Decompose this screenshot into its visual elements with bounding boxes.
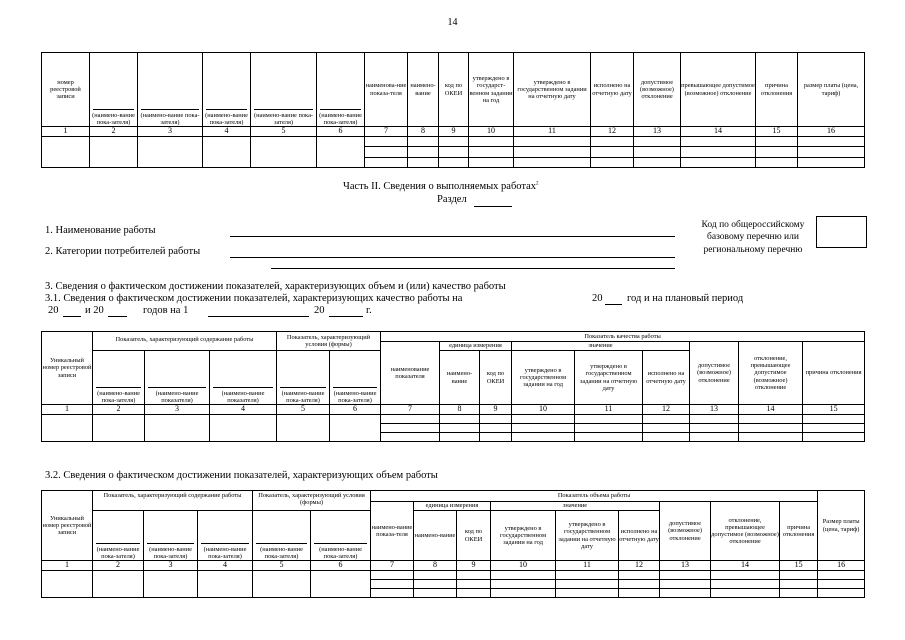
table-cell[interactable] [643,415,690,424]
table-cell[interactable] [277,415,330,442]
column-number: 14 [681,127,756,137]
header-indicator-sub: (наимено-вание пока-зателя) [277,351,330,405]
table-cell[interactable] [457,571,491,580]
header-indicator-sub: (наимено-вание пока-зателя) [144,511,198,561]
header-deviation-reason: причина отклонения [780,502,818,561]
column-number: 8 [408,127,439,137]
planning-period-label: год и на плановый период [627,293,744,304]
column-number: 2 [93,405,145,415]
column-number: 4 [203,127,251,137]
table-cell[interactable] [575,424,643,433]
header-executed: исполнено на отчетную дату [643,351,690,405]
table-cell[interactable] [469,157,514,167]
planning-year1-field[interactable] [63,316,81,317]
column-number: 11 [575,405,643,415]
table-cell[interactable] [818,571,865,580]
work-name-label: 1. Наименование работы [45,225,156,236]
table-cell[interactable] [414,571,457,580]
table-cell[interactable] [681,137,756,147]
header-executed: исполнено на отчетную дату [619,511,660,561]
table-cell[interactable] [681,157,756,167]
header-indicator-sub: (наимено-вание пока-зателя) [138,53,203,127]
header-approved-year: утверждено в государст-венном задании на год [469,53,514,127]
column-number: 16 [798,127,865,137]
table-cell[interactable] [818,580,865,589]
table-cell[interactable] [711,580,780,589]
table-cell[interactable] [798,147,865,157]
header-quality-group: Показатель качества работы [381,332,865,342]
table-cell[interactable] [739,424,803,433]
table-cell[interactable] [414,589,457,598]
column-number: 6 [317,127,365,137]
table-cell[interactable] [371,580,414,589]
table-row [42,137,865,147]
table-cell[interactable] [711,589,780,598]
column-number: 11 [514,127,591,137]
table-cell[interactable] [780,580,818,589]
table-cell[interactable] [660,589,711,598]
table-cell[interactable] [634,157,681,167]
column-number: 4 [198,561,253,571]
table-cell[interactable] [556,571,619,580]
table-row [42,415,865,424]
table-cell[interactable] [739,433,803,442]
table-cell[interactable] [440,415,480,424]
column-number: 14 [711,561,780,571]
column-number: 13 [634,127,681,137]
header-allowed-deviation: допустимое (возможное) отклонение [634,53,681,127]
column-number: 6 [311,561,371,571]
table-cell[interactable] [210,415,277,442]
header-volume-group: Показатель объема работы [371,491,818,502]
table-cell[interactable] [514,137,591,147]
header-unit-name: наимено-вание [440,351,480,405]
table-cell[interactable] [512,433,575,442]
table-cell[interactable] [42,415,93,442]
column-number: 5 [253,561,311,571]
table-cell[interactable] [138,137,203,168]
column-number: 10 [512,405,575,415]
table-top-volume [41,52,865,168]
header-value: значение [491,502,660,511]
header-okei: код по ОКЕИ [480,351,512,405]
year-prefix: 20 [592,293,603,304]
table-cell[interactable] [803,433,865,442]
table-cell[interactable] [371,589,414,598]
column-number: 12 [619,561,660,571]
table-volume [41,490,865,598]
table-cell[interactable] [798,137,865,147]
table-cell[interactable] [643,433,690,442]
table-cell[interactable] [619,571,660,580]
column-number: 5 [251,127,317,137]
table-cell[interactable] [690,433,739,442]
achievement-heading: 3. Сведения о фактическом достижении показателей, характеризующих объем и (или) качество работы [45,281,506,292]
quality-heading: 3.1. Сведения о фактическом достижении показателей, характеризующих качество работы на [45,293,463,304]
column-number: 9 [480,405,512,415]
table-cell[interactable] [198,571,253,598]
table-cell[interactable] [681,147,756,157]
date-year-field[interactable] [329,316,363,317]
column-number: 14 [739,405,803,415]
header-fee: размер платы (цена, тариф) [798,53,865,127]
table-cell[interactable] [251,137,317,168]
planning-year1-prefix: 20 [48,305,59,316]
table-cell[interactable] [803,415,865,424]
table-cell[interactable] [365,147,408,157]
table-cell[interactable] [491,580,556,589]
table-cell[interactable] [690,424,739,433]
header-approved-year: утверждено в государственном задании на год [512,351,575,405]
table-cell[interactable] [144,571,198,598]
table-cell[interactable] [381,415,440,424]
table-row [42,571,865,580]
table-cell[interactable] [440,433,480,442]
table-cell[interactable] [480,424,512,433]
header-unique-record: Уникальный номер реестровой записи [42,491,93,561]
table-cell[interactable] [798,157,865,167]
table-cell[interactable] [660,580,711,589]
column-number: 1 [42,405,93,415]
column-number: 10 [491,561,556,571]
column-number: 15 [780,561,818,571]
section-label: Раздел [437,194,467,205]
date-year-suffix: г. [366,305,372,316]
table-cell[interactable] [512,415,575,424]
table-cell[interactable] [408,147,439,157]
table-cell[interactable] [414,580,457,589]
table-cell[interactable] [439,157,469,167]
table-cell[interactable] [591,157,634,167]
table-cell[interactable] [408,157,439,167]
table-cell[interactable] [619,580,660,589]
table-cell[interactable] [330,415,381,442]
table-cell[interactable] [514,157,591,167]
table-quality [41,331,865,442]
date-prefix: годов на 1 [143,305,189,316]
table-cell[interactable] [491,571,556,580]
column-number: 11 [556,561,619,571]
table-cell[interactable] [512,424,575,433]
header-unit-name: наимено-вание [414,511,457,561]
table-cell[interactable] [365,157,408,167]
table-cell[interactable] [480,433,512,442]
header-indicator-sub: (наимено-вание пока-зателя) [317,53,365,127]
header-indicator-sub: (наимено-вание пока-зателя) [93,351,145,405]
column-number: 3 [144,561,198,571]
column-number: 3 [138,127,203,137]
table-cell[interactable] [660,571,711,580]
column-number: 16 [818,561,865,571]
work-name-field[interactable] [230,236,675,237]
table-cell[interactable] [317,137,365,168]
volume-heading: 3.2. Сведения о фактическом достижении показателей, характеризующих объем работы [45,470,438,481]
header-indicator-name: наименование показателя [381,342,440,405]
column-number: 2 [93,561,144,571]
table-cell[interactable] [42,571,93,598]
header-indicator-name: наименова-ние показа-теля [365,53,408,127]
table-cell[interactable] [818,589,865,598]
header-allowed-deviation: допустимое (возможное) отклонение [690,342,739,405]
header-indicator-sub: (наимено-вание пока-зателя) [198,511,253,561]
header-approved-date: утверждено в государственном задании на отчетную дату [556,511,619,561]
column-number: 6 [330,405,381,415]
header-indicator-sub: (наимено-вание пока-зателя) [251,53,317,127]
table-cell[interactable] [145,415,210,442]
table-cell[interactable] [556,580,619,589]
year-field[interactable] [605,304,622,305]
table-cell[interactable] [756,137,798,147]
column-number: 8 [414,561,457,571]
header-indicator-sub: (наимено-вание показателя) [210,351,277,405]
header-conditions-group: Показатель, характеризующий условия (формы) [277,332,381,351]
table-cell[interactable] [591,147,634,157]
header-fee: Размер платы (цена, тариф) [818,491,865,561]
header-indicator-sub: (наимено-вание пока-зателя) [90,53,138,127]
table-cell[interactable] [381,424,440,433]
table-cell[interactable] [203,137,251,168]
table-cell[interactable] [42,137,90,168]
column-number: 4 [210,405,277,415]
header-exceed-deviation: превышающее допустимое (возможное) отклонение [681,53,756,127]
table-cell[interactable] [311,571,371,598]
header-approved-year: утверждено в государственном задании на год [491,511,556,561]
table-cell[interactable] [739,415,803,424]
table-cell[interactable] [634,147,681,157]
header-deviation-reason: причина отклонения [756,53,798,127]
header-okei: код по ОКЕИ [439,53,469,127]
column-number: 10 [469,127,514,137]
header-unit: единица измерения [414,502,491,511]
header-approved-date: утверждено в государственном задании на отчетную дату [575,351,643,405]
header-value: значение [512,342,690,351]
column-number: 15 [756,127,798,137]
column-number: 15 [803,405,865,415]
header-indicator-sub: (наимено-вание пока-зателя) [253,511,311,561]
table-cell[interactable] [439,147,469,157]
table-cell[interactable] [93,415,145,442]
header-indicator-sub: (наимено-вание показателя) [145,351,210,405]
header-exceed-deviation: отклонение, превышающее допустимое (возможное) отклонение [711,502,780,561]
table-cell[interactable] [469,137,514,147]
table-cell[interactable] [93,571,144,598]
column-number: 12 [591,127,634,137]
column-number: 7 [381,405,440,415]
header-unit-name: наимено-вание [408,53,439,127]
header-indicator-sub: (наимено-вание пока-зателя) [203,53,251,127]
consumer-categories-label: 2. Категории потребителей работы [45,246,201,257]
table-cell[interactable] [619,589,660,598]
table-cell[interactable] [365,137,408,147]
table-cell[interactable] [480,415,512,424]
table-cell[interactable] [575,433,643,442]
table-cell[interactable] [643,424,690,433]
header-content-group: Показатель, характеризующий содержание работы [93,332,277,351]
table-cell[interactable] [457,589,491,598]
planning-year2-prefix: и 20 [85,305,104,316]
table-cell[interactable] [591,137,634,147]
header-record-number: номер реестровой записи [42,53,90,127]
column-number: 1 [42,127,90,137]
planning-year2-field[interactable] [108,316,127,317]
header-indicator-sub: (наимено-вание пока-зателя) [330,351,381,405]
table-cell[interactable] [469,147,514,157]
date-field[interactable] [208,316,309,317]
header-unit: единица измерения [440,342,512,351]
column-number: 5 [277,405,330,415]
table-cell[interactable] [491,589,556,598]
header-indicator-name: наимено-вание показа-теля [371,502,414,561]
header-exceed-deviation: отклонение, превышающее допустимое (возможное) отклонение [739,342,803,405]
header-unique-record: Уникальный номер реестровой записи [42,332,93,405]
table-cell[interactable] [756,157,798,167]
consumer-categories-field[interactable] [230,257,675,258]
header-okei: код по ОКЕИ [457,511,491,561]
column-number: 7 [365,127,408,137]
header-content-group: Показатель, характеризующий содержание работы [93,491,253,511]
column-number: 2 [90,127,138,137]
table-cell[interactable] [690,415,739,424]
header-indicator-sub: (наимено-вание пока-зателя) [93,511,144,561]
table-cell[interactable] [575,415,643,424]
header-indicator-sub: (наимено-вание пока-зателя) [311,511,371,561]
table-cell[interactable] [756,147,798,157]
code-label: Код по общероссийскому базовому перечню или региональному перечню [701,220,805,255]
table-cell[interactable] [381,433,440,442]
column-number: 9 [439,127,469,137]
code-box[interactable] [816,216,867,248]
table-cell[interactable] [780,571,818,580]
column-number: 13 [660,561,711,571]
header-conditions-group: Показатель, характеризующий условия (формы) [253,491,371,511]
table-cell[interactable] [711,571,780,580]
column-number: 13 [690,405,739,415]
date-year-prefix: 20 [314,305,325,316]
column-number: 12 [643,405,690,415]
table-cell[interactable] [457,580,491,589]
part-title: Часть II. Сведения о выполняемых работах$^2$ [343,181,539,192]
consumer-categories-field-line2[interactable] [271,268,675,269]
table-cell[interactable] [90,137,138,168]
table-cell[interactable] [514,147,591,157]
header-executed: исполнено на отчетную дату [591,53,634,127]
table-cell[interactable] [439,137,469,147]
header-approved-date: утверждено в государственном задании на отчетную дату [514,53,591,127]
table-cell[interactable] [634,137,681,147]
header-allowed-deviation: допустимое (возможное) отклонение [660,502,711,561]
page-number: 14 [447,17,458,28]
table-cell[interactable] [253,571,311,598]
table-cell[interactable] [440,424,480,433]
table-cell[interactable] [803,424,865,433]
header-deviation-reason: причина отклонения [803,342,865,405]
column-number: 1 [42,561,93,571]
column-number: 8 [440,405,480,415]
table-cell[interactable] [371,571,414,580]
column-number: 3 [145,405,210,415]
table-cell[interactable] [408,137,439,147]
table-cell[interactable] [780,589,818,598]
table-cell[interactable] [556,589,619,598]
column-number: 9 [457,561,491,571]
section-number-field[interactable] [474,206,512,207]
column-number: 7 [371,561,414,571]
